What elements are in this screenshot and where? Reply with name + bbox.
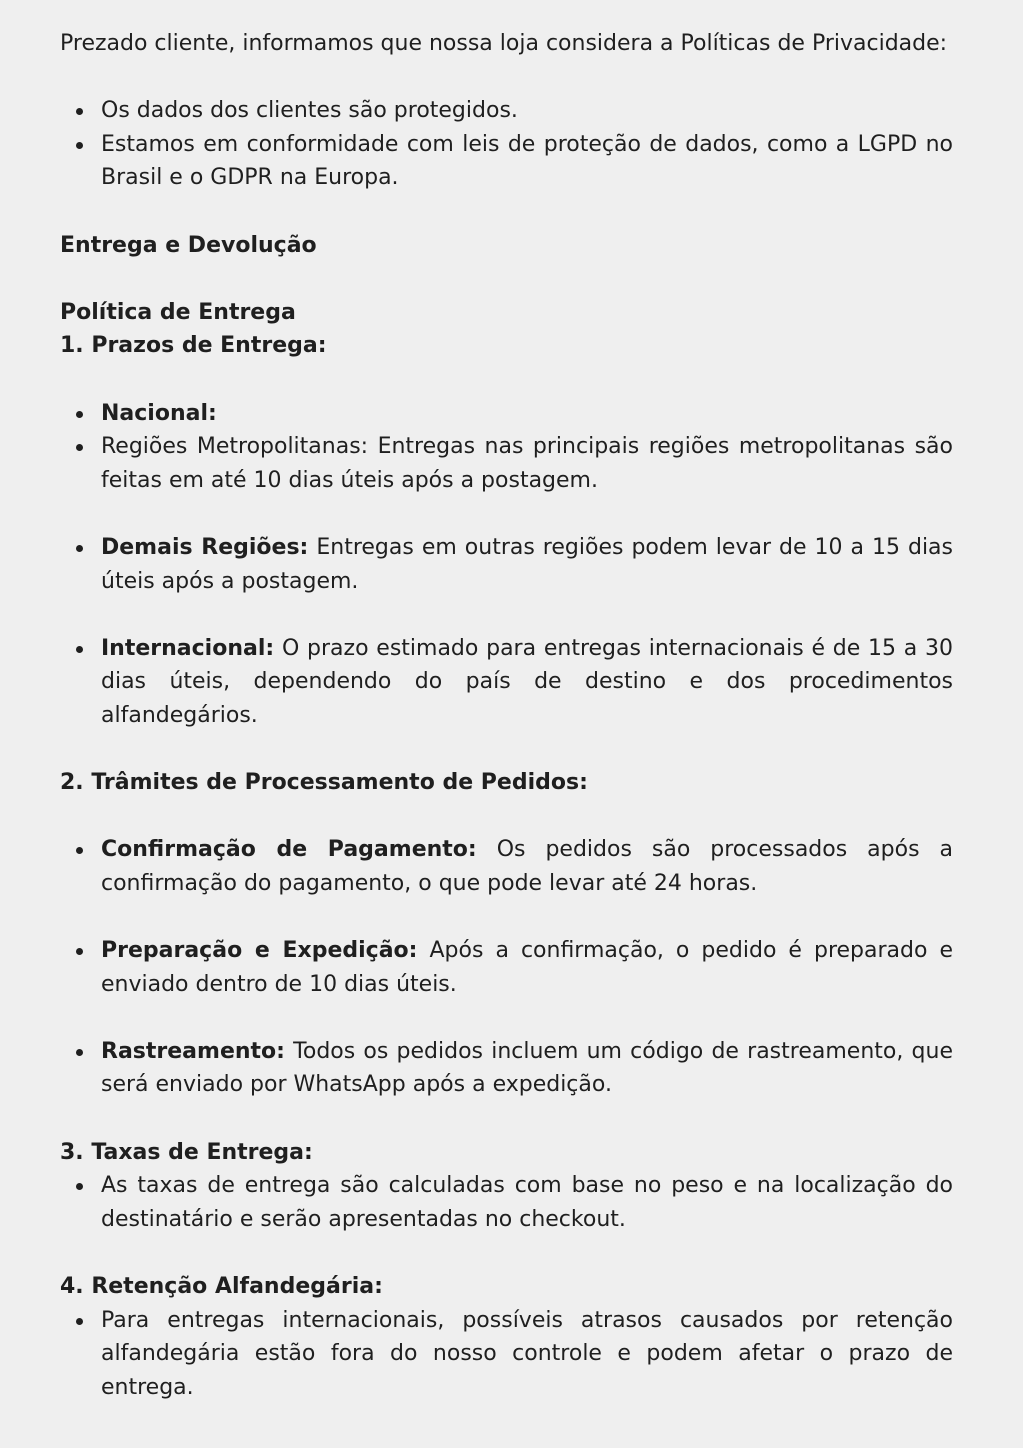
rastreamento-label: Rastreamento: (101, 1038, 285, 1064)
tramites-heading: 2. Trâmites de Processamento de Pedidos: (60, 770, 588, 796)
privacy-list (60, 94, 953, 195)
demais-text: Entregas em outras regiões podem levar de 10 a 15 dias úteis após a postagem. (101, 534, 953, 594)
list-item (60, 1035, 953, 1102)
taxas-list (60, 1169, 953, 1236)
policy-document (60, 27, 953, 1404)
list-item: Os dados dos clientes são protegidos. (60, 94, 953, 128)
confirmacao-list (60, 833, 953, 900)
preparacao-label: Preparação e Expedição: (101, 938, 418, 964)
list-item (60, 934, 953, 1001)
retencao-list (60, 1304, 953, 1405)
retencao-heading: 4. Retenção Alfandegária: (60, 1273, 383, 1299)
list-item (60, 531, 953, 598)
demais-label: Demais Regiões: (101, 534, 309, 560)
demais-list (60, 531, 953, 598)
list-item (60, 632, 953, 733)
list-item: As taxas de entrega são calculadas com base no peso e na localização do destinatário e serão apresentadas no checkout. (60, 1169, 953, 1236)
policy-title: Política de Entrega (60, 299, 296, 325)
rastreamento-text: Todos os pedidos incluem um código de rastreamento, que será enviado por WhatsApp após a expedição. (101, 1038, 953, 1098)
list-item (60, 397, 953, 431)
confirmacao-text: Os pedidos são processados após a confirmação do pagamento, o que pode levar até 24 horas. (101, 837, 953, 896)
list-item: Regiões Metropolitanas: Entregas nas principais regiões metropolitanas são feitas em até 10 dias úteis após a postagem. (60, 430, 953, 497)
taxas-heading: 3. Taxas de Entrega: (60, 1139, 313, 1165)
preparacao-text: Após a confirmação, o pedido é preparado e enviado dentro de 10 dias úteis. (101, 938, 954, 997)
list-item: Para entregas internacionais, possíveis atrasos causados por retenção alfandegária estão fora do nosso controle e podem afetar o prazo de entrega. (60, 1304, 953, 1405)
internacional-text: O prazo estimado para entregas internacionais é de 15 a 30 dias úteis, dependendo do país de destino e dos procedimentos alfandegários. (101, 635, 953, 728)
nacional-label: Nacional: (101, 400, 217, 426)
intro-paragraph: Prezado cliente, informamos que nossa loja considera a Políticas de Privacidade: (60, 31, 948, 56)
list-item (60, 833, 953, 900)
section-title: Entrega e Devolução (60, 232, 317, 258)
rastreamento-list (60, 1035, 953, 1102)
confirmacao-label: Confirmação de Pagamento: (101, 837, 477, 863)
prazos-heading: 1. Prazos de Entrega: (60, 333, 327, 359)
internacional-label: Internacional: (101, 635, 275, 661)
internacional-list (60, 632, 953, 733)
preparacao-list (60, 934, 953, 1001)
list-item: Estamos em conformidade com leis de proteção de dados, como a LGPD no Brasil e o GDPR na Europa. (60, 128, 953, 195)
prazos-list (60, 397, 953, 498)
